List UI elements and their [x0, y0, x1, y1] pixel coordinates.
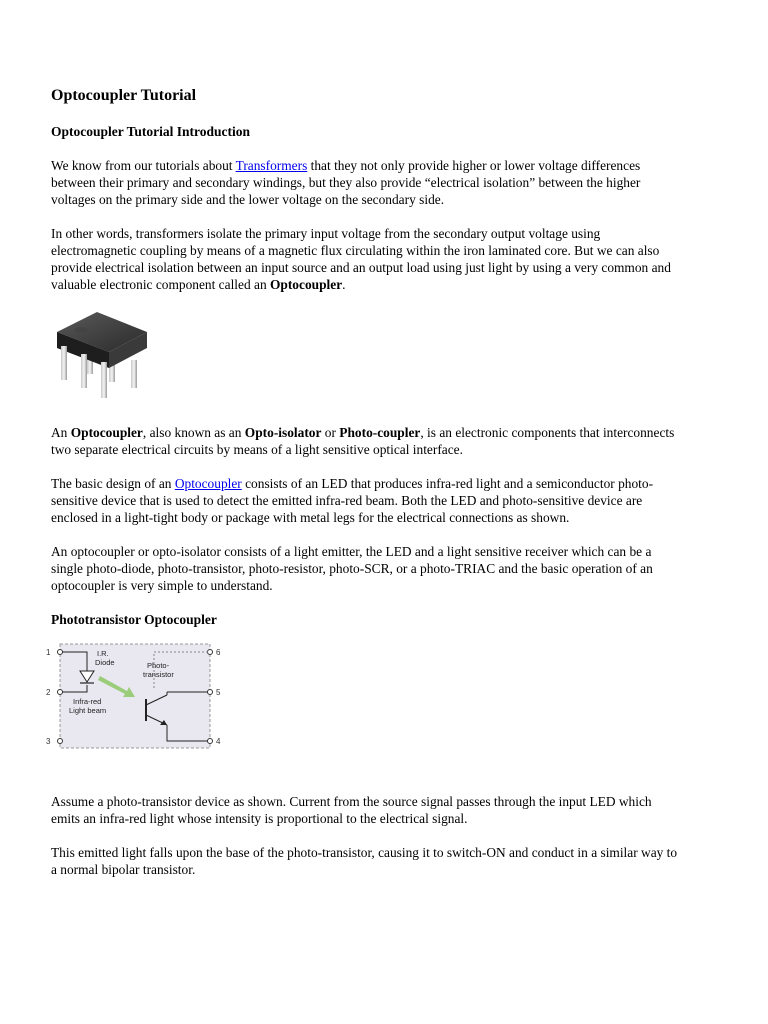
transformers-link[interactable]: Transformers	[235, 158, 308, 173]
pin-5-label: 5	[216, 688, 221, 697]
phototransistor-label-2: transistor	[143, 670, 174, 679]
paragraph-emitter: An optocoupler or opto-isolator consists of a light emitter, the LED and a light sensitive receiver which can be a single photo-diode, photo-transistor, photo-resistor, photo-SCR, or a photo-TRIAC and the basic operation of an optocoupler is very simple to understand.	[51, 544, 653, 593]
paragraph-definition: An Optocoupler, also known as an Opto-isolator or Photo-coupler, is an electronic components that interconnects two separate electrical circuits by means of a light sensitive optical interface.	[51, 425, 675, 457]
page-title: Optocoupler Tutorial	[51, 87, 197, 104]
ir-diode-label-1: I.R.	[97, 649, 109, 658]
phototransistor-heading: Phototransistor Optocoupler	[51, 612, 217, 627]
diagram-package-outline	[60, 644, 210, 748]
paragraph-design: The basic design of an Optocoupler consists of an LED that produces infra-red light and a semiconductor photo-sensitive device that is used to detect the emitted infra-red beam. Both the LED and photo-sensitive device are enclosed in a light-tight body or package with metal legs for the electrical connections as shown.	[51, 476, 654, 525]
beam-label-1: Infra-red	[73, 697, 102, 706]
pin-4-label: 4	[216, 737, 221, 746]
pin-6-label: 6	[216, 648, 221, 657]
phototransistor-label-1: Photo-	[147, 661, 170, 670]
ir-diode-label-2: Diode	[95, 658, 115, 667]
paragraph-isolation: In other words, transformers isolate the primary input voltage from the secondary output voltage using electromagnetic coupling by means of a magnetic flux circulating within the iron laminated core. But we can also provide electrical isolation between an input source and an output load using just light by using a very common and valuable electronic component called an Optocoupler.	[51, 226, 671, 292]
paragraph-emitted-light: This emitted light falls upon the base of the photo-transistor, causing it to switch-ON and conduct in a similar way to a normal bipolar transistor.	[51, 845, 678, 877]
optocoupler-link[interactable]: Optocoupler	[174, 476, 242, 491]
optocoupler-chip-image	[51, 310, 161, 402]
document-page	[46, 86, 681, 895]
intro-heading: Optocoupler Tutorial Introduction	[51, 124, 251, 139]
beam-label-2: Light beam	[69, 706, 107, 715]
pin-2-label: 2	[46, 688, 51, 697]
pin-3-label: 3	[46, 737, 51, 746]
pin-1-label: 1	[46, 648, 51, 657]
paragraph-intro: We know from our tutorials about Transformers that they not only provide higher or lower voltage differences between their primary and secondary windings, but they also provide “electrical isolation” between the higher voltages on the primary side and the lower voltage on the secondary side.	[51, 158, 641, 207]
paragraph-assume: Assume a photo-transistor device as shown. Current from the source signal passes through the input LED which emits an infra-red light whose intensity is proportional to the electrical signal.	[51, 794, 652, 826]
phototransistor-diagram	[43, 639, 227, 755]
